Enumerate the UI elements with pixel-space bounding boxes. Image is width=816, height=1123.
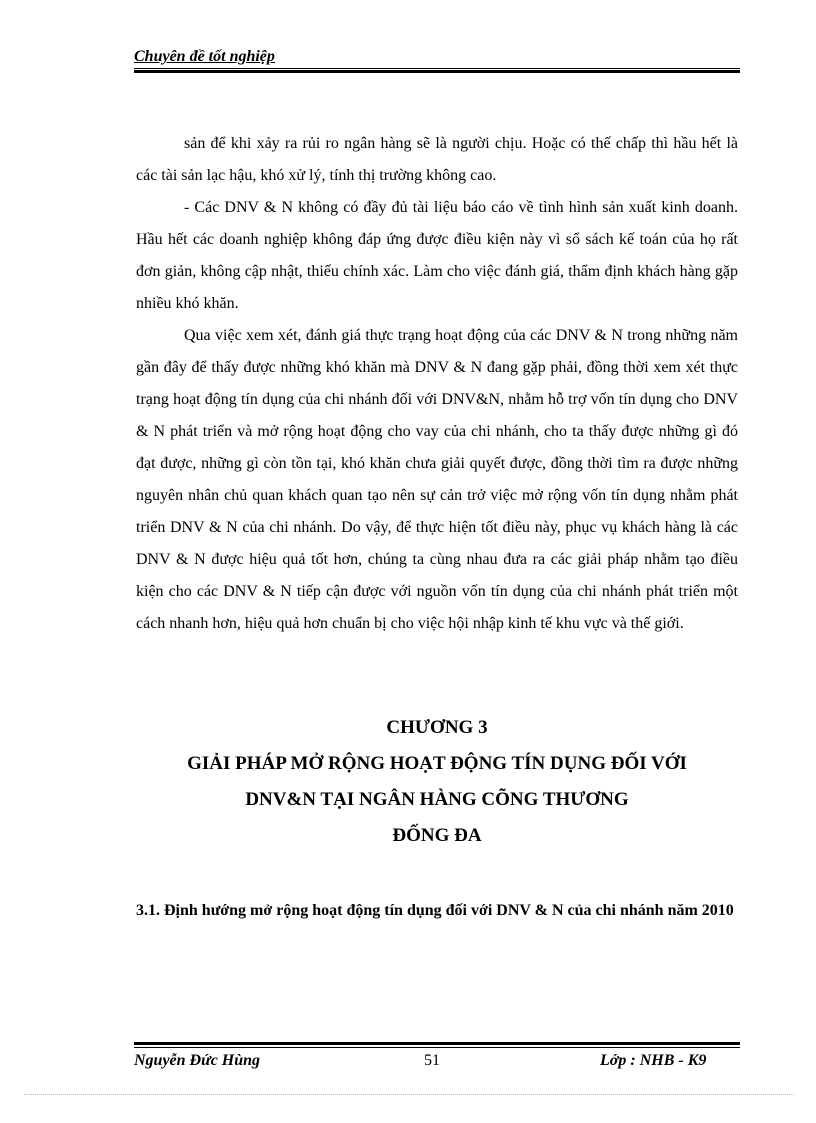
chapter-title-line-1: GIẢI PHÁP MỞ RỘNG HOẠT ĐỘNG TÍN DỤNG ĐỐI VỚI bbox=[187, 753, 687, 774]
header-rule-thin bbox=[134, 68, 740, 69]
chapter-title-line-2: DNV&N TẠI NGÂN HÀNG CÕNG THƯƠNG bbox=[245, 789, 629, 810]
footer-author: Nguyễn Đức Hùng bbox=[134, 1052, 261, 1069]
paragraph: Qua việc xem xét, đánh giá thực trạng hoạt động của các DNV & N trong những năm gần đây để thấy được những khó khăn mà DNV & N đang gặp phải, đồng thời xem xét thực trạng hoạt động tín dụng của chi nhánh đối với DNV&N, nhằm hỗ trợ vốn tín dụng cho DNV & N phát triển và mở rộng hoạt động cho vay của chi nhánh, cho ta thấy được những gì đó đạt được, những gì còn tồn tại, khó khăn chưa giải quyết được, đồng thời tìm ra được những nguyên nhân chủ quan khách quan tạo nên sự cản trở việc mở rộng vốn tín dụng nhằm phát triển DNV & N của chi nhánh. Do vậy, để thực hiện tốt điều này, phục vụ khách hàng là các DNV & N được hiệu quả tốt hơn, chúng ta cùng nhau đưa ra các giải pháp nhằm tạo điều kiện cho các DNV & N tiếp cận được với nguồn vốn tín dụng của chi nhánh phát triển một cách nhanh hơn, hiệu quả hơn chuẩn bị cho việc hội nhập kinh tế khu vực và thế giới. bbox=[136, 327, 738, 632]
footer-class-label: Lớp : NHB - K9 bbox=[600, 1052, 707, 1069]
chapter-number: CHƯƠNG 3 bbox=[386, 717, 488, 738]
footer-rule-thin bbox=[134, 1047, 740, 1048]
paragraph: sản để khi xảy ra rủi ro ngân hàng sẽ là người chịu. Hoặc có thế chấp thì hầu hết là các tài sản lạc hậu, khó xử lý, tính thị trường không cao. bbox=[136, 135, 738, 184]
page-bottom-divider bbox=[24, 1094, 794, 1095]
page-number: 51 bbox=[424, 1052, 440, 1069]
body-text bbox=[136, 128, 738, 640]
section-heading: 3.1. Định hướng mở rộng hoạt động tín dụng đối với DNV & N của chi nhánh năm 2010 bbox=[136, 902, 734, 919]
page-header-title: Chuyên đề tốt nghiệp bbox=[134, 48, 275, 65]
paragraph: - Các DNV & N không có đầy đủ tài liệu báo cáo về tình hình sản xuất kinh doanh. Hầu hết các doanh nghiệp không đáp ứng được điều kiện này vì sổ sách kế toán của họ rất đơn giản, không cập nhật, thiếu chính xác. Làm cho việc đánh giá, thẩm định khách hàng gặp nhiều khó khăn. bbox=[136, 199, 738, 312]
header-rule-thick bbox=[134, 70, 740, 73]
footer-rule-thick bbox=[134, 1042, 740, 1045]
chapter-title-line-3: ĐỐNG ĐA bbox=[392, 825, 482, 846]
